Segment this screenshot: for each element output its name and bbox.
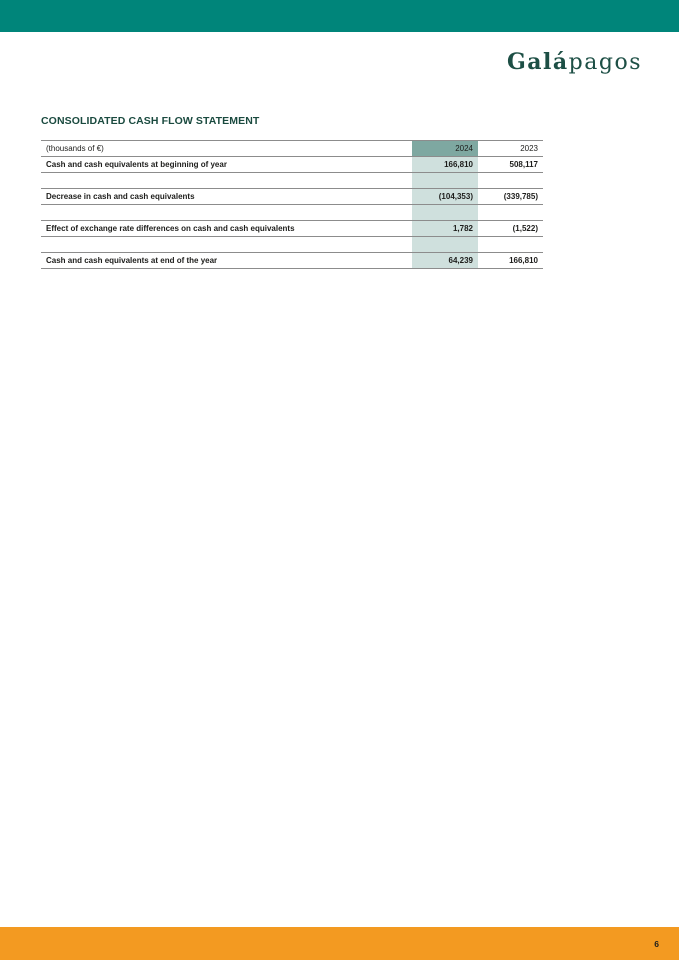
value-2023: (339,785)	[478, 189, 543, 205]
row-label: Cash and cash equivalents at beginning of year	[41, 157, 412, 173]
value-2024: 166,810	[412, 157, 478, 173]
year-header-2024: 2024	[412, 141, 478, 157]
page-number: 6	[654, 939, 659, 949]
galapagos-logo	[507, 49, 642, 75]
top-color-band	[0, 0, 679, 32]
logo-text-light: pagos	[568, 50, 642, 75]
value-2024: 1,782	[412, 221, 478, 237]
spacer-row	[41, 237, 543, 253]
table-row	[41, 157, 543, 173]
table-header-row	[41, 141, 543, 157]
value-2024: 64,239	[412, 253, 478, 269]
value-2023: (1,522)	[478, 221, 543, 237]
row-label: Cash and cash equivalents at end of the year	[41, 253, 412, 269]
year-header-2023: 2023	[478, 141, 543, 157]
row-label: Decrease in cash and cash equivalents	[41, 189, 412, 205]
bottom-color-band	[0, 927, 679, 960]
spacer-row	[41, 173, 543, 189]
row-label: Effect of exchange rate differences on cash and cash equivalents	[41, 221, 412, 237]
logo-text-bold: Galá	[507, 49, 569, 75]
value-2024: (104,353)	[412, 189, 478, 205]
table-row	[41, 189, 543, 205]
section-title: CONSOLIDATED CASH FLOW STATEMENT	[41, 115, 260, 127]
unit-label: (thousands of €)	[41, 141, 412, 157]
value-2023: 508,117	[478, 157, 543, 173]
cash-flow-table	[41, 140, 543, 269]
table-row	[41, 221, 543, 237]
value-2023: 166,810	[478, 253, 543, 269]
spacer-row	[41, 205, 543, 221]
table-row	[41, 253, 543, 269]
